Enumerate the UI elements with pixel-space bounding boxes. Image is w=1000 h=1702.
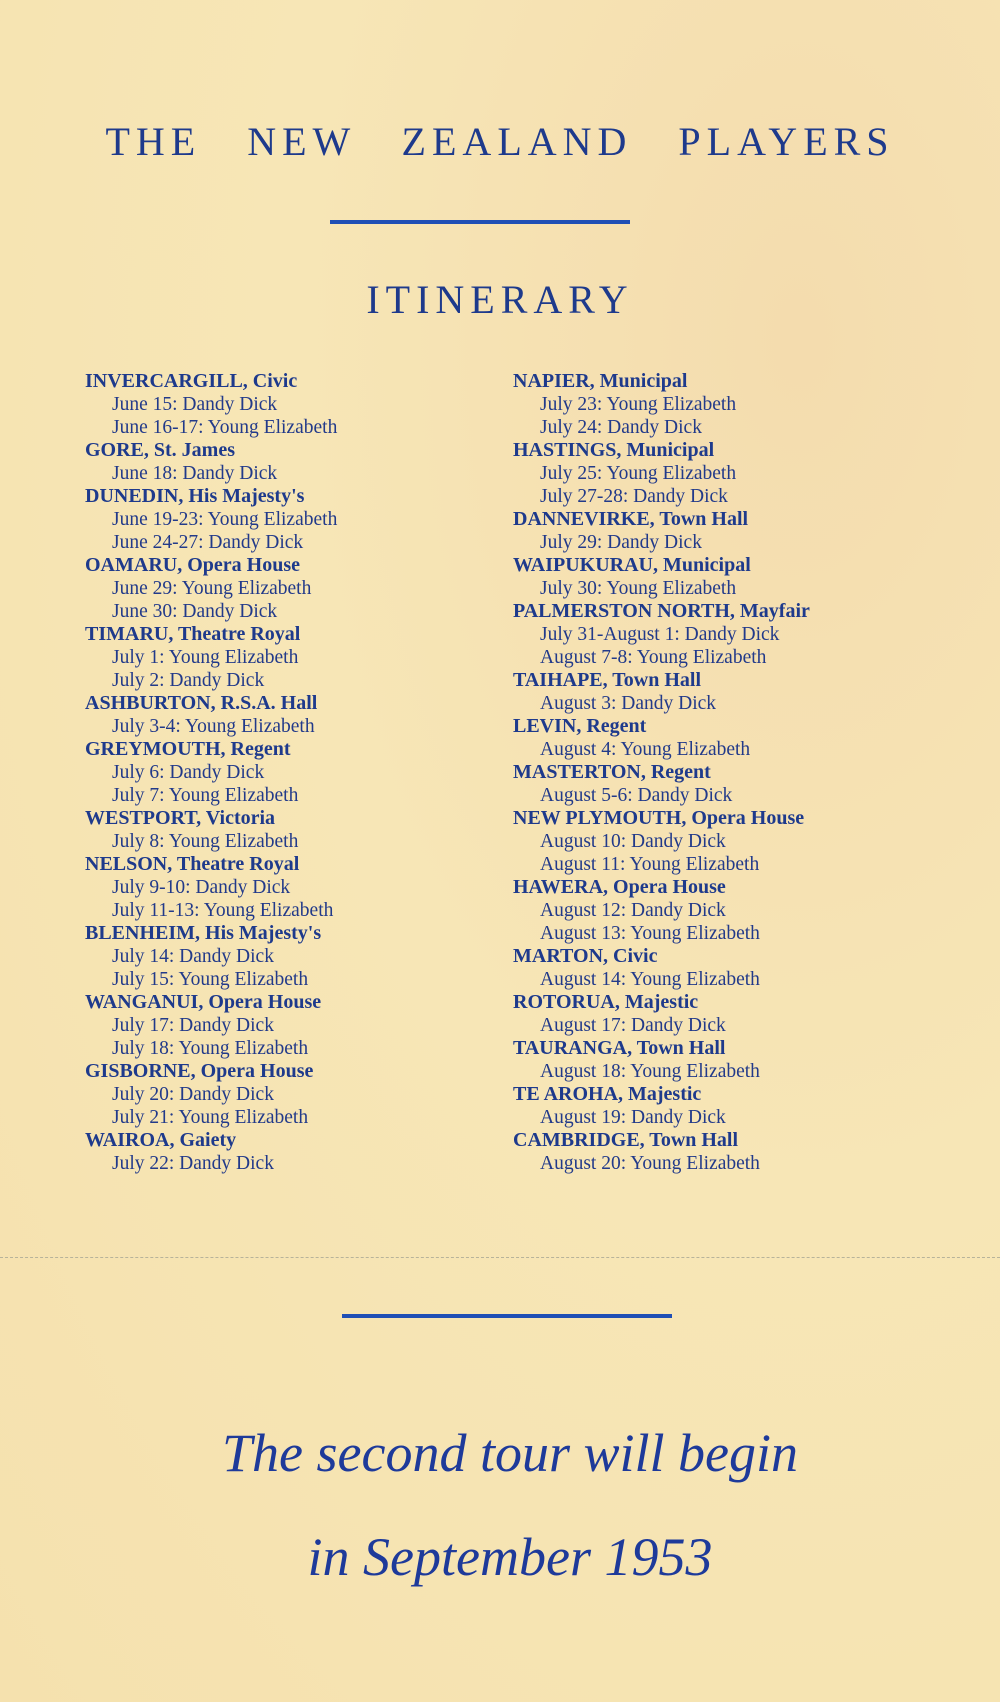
performance-line: July 20: Dandy Dick [112,1084,274,1105]
venue-entry [85,692,515,738]
venue-name: TIMARU, Theatre Royal [85,623,301,645]
venue-name: MARTON, Civic [513,945,658,967]
venue-entry [513,1083,973,1129]
fold-line [0,1257,1000,1258]
performance-line: July 3-4: Young Elizabeth [112,716,315,737]
venue-name: TAURANGA, Town Hall [513,1037,726,1059]
venue-entry [85,853,515,922]
performance-line: August 12: Dandy Dick [540,900,726,921]
top-divider [330,220,630,224]
venue-name: HAWERA, Opera House [513,876,726,898]
itinerary-left-column [85,370,515,1175]
venue-name: GORE, St. James [85,439,235,461]
performance-line: July 30: Young Elizabeth [540,578,737,599]
venue-entry [513,669,973,715]
itinerary-right-column [513,370,973,1175]
performance-line: July 7: Young Elizabeth [112,785,299,806]
performance-line: June 30: Dandy Dick [112,601,278,622]
venue-name: CAMBRIDGE, Town Hall [513,1129,739,1151]
performance-line: July 31-August 1: Dandy Dick [540,624,780,645]
venue-entry [513,807,973,876]
performance-line: June 18: Dandy Dick [112,463,278,484]
venue-name: NAPIER, Municipal [513,370,688,392]
venue-name: GISBORNE, Opera House [85,1060,314,1082]
venue-entry [85,922,515,991]
venue-name: WESTPORT, Victoria [85,807,276,829]
venue-name: ASHBURTON, R.S.A. Hall [85,692,318,714]
performance-line: July 6: Dandy Dick [112,762,265,783]
venue-entry [85,991,515,1060]
venue-entry [513,715,973,761]
venue-name: DUNEDIN, His Majesty's [85,485,305,507]
tour-notice-line-1: The second tour will begin [222,1423,798,1483]
venue-name: INVERCARGILL, Civic [85,370,298,392]
performance-line: July 9-10: Dandy Dick [112,877,291,898]
venue-entry [513,991,973,1037]
performance-line: August 20: Young Elizabeth [540,1153,760,1174]
performance-line: July 17: Dandy Dick [112,1015,274,1036]
performance-line: July 25: Young Elizabeth [540,463,737,484]
performance-line: August 19: Dandy Dick [540,1107,726,1128]
performance-line: July 18: Young Elizabeth [112,1038,309,1059]
tour-notice-line-2: in September 1953 [307,1527,713,1587]
venue-entry [513,439,973,508]
venue-entry [85,439,515,485]
performance-line: July 14: Dandy Dick [112,946,274,967]
performance-line: June 29: Young Elizabeth [112,578,312,599]
performance-line: July 11-13: Young Elizabeth [112,900,334,921]
performance-line: July 15: Young Elizabeth [112,969,309,990]
venue-entry [85,807,515,853]
performance-line: June 15: Dandy Dick [112,394,278,415]
venue-name: OAMARU, Opera House [85,554,300,576]
performance-line: August 10: Dandy Dick [540,831,726,852]
performance-line: July 2: Dandy Dick [112,670,265,691]
venue-name: MASTERTON, Regent [513,761,711,783]
venue-entry [85,1060,515,1129]
venue-entry [85,370,515,439]
venue-name: WAIPUKURAU, Municipal [513,554,751,576]
venue-entry [513,600,973,669]
performance-line: July 29: Dandy Dick [540,532,702,553]
venue-entry [85,1129,515,1175]
venue-entry [85,738,515,807]
venue-name: DANNEVIRKE, Town Hall [513,508,749,530]
performance-line: August 11: Young Elizabeth [540,854,760,875]
venue-entry [513,1037,973,1083]
venue-entry [513,876,973,945]
venue-entry [513,554,973,600]
venue-entry [513,370,973,439]
venue-name: LEVIN, Regent [513,715,647,737]
performance-line: July 22: Dandy Dick [112,1153,274,1174]
bottom-divider [342,1314,672,1318]
venue-name: BLENHEIM, His Majesty's [85,922,322,944]
performance-line: August 17: Dandy Dick [540,1015,726,1036]
performance-line: July 27-28: Dandy Dick [540,486,728,507]
performance-line: August 7-8: Young Elizabeth [540,647,767,668]
performance-line: July 23: Young Elizabeth [540,394,737,415]
company-title: THE NEW ZEALAND PLAYERS [105,119,895,164]
performance-line: June 24-27: Dandy Dick [112,532,304,553]
venue-name: PALMERSTON NORTH, Mayfair [513,600,810,622]
itinerary-heading: ITINERARY [366,277,634,322]
venue-name: ROTORUA, Majestic [513,991,699,1013]
performance-line: August 13: Young Elizabeth [540,923,760,944]
venue-name: NEW PLYMOUTH, Opera House [513,807,805,829]
venue-entry [513,761,973,807]
venue-entry [513,945,973,991]
performance-line: August 5-6: Dandy Dick [540,785,733,806]
venue-name: TAIHAPE, Town Hall [513,669,702,691]
performance-line: July 8: Young Elizabeth [112,831,299,852]
venue-name: TE AROHA, Majestic [513,1083,702,1105]
performance-line: August 4: Young Elizabeth [540,739,751,760]
venue-entry [85,485,515,554]
venue-name: WAIROA, Gaiety [85,1129,237,1151]
performance-line: August 18: Young Elizabeth [540,1061,760,1082]
venue-name: HASTINGS, Municipal [513,439,715,461]
venue-entry [85,554,515,623]
venue-name: GREYMOUTH, Regent [85,738,291,760]
performance-line: August 3: Dandy Dick [540,693,717,714]
performance-line: July 24: Dandy Dick [540,417,702,438]
performance-line: July 1: Young Elizabeth [112,647,299,668]
venue-name: WANGANUI, Opera House [85,991,322,1013]
performance-line: August 14: Young Elizabeth [540,969,760,990]
performance-line: June 16-17: Young Elizabeth [112,417,338,438]
performance-line: July 21: Young Elizabeth [112,1107,309,1128]
venue-entry [85,623,515,692]
venue-entry [513,508,973,554]
venue-entry [513,1129,973,1175]
performance-line: June 19-23: Young Elizabeth [112,509,338,530]
venue-name: NELSON, Theatre Royal [85,853,300,875]
